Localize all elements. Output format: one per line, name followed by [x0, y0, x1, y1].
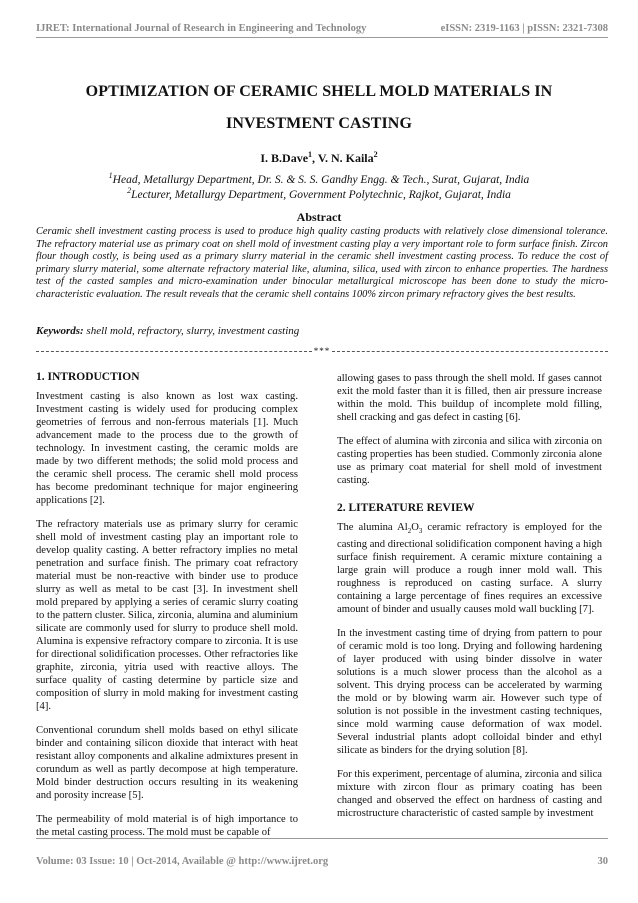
separator-dash-right — [332, 351, 608, 352]
paragraph: For this experiment, percentage of alumina, zirconia and silica mixture with zircon flour as primary coating has been changed and observed the effect on hardness of casting and microstructure characteristic of casted sample by investment — [337, 769, 602, 820]
keywords-label: Keywords: — [36, 325, 84, 337]
keywords-text: shell mold, refractory, slurry, investment casting — [86, 325, 300, 337]
section-heading-literature-review: 2. LITERATURE REVIEW — [337, 502, 475, 514]
author-1: I. B.Dave — [260, 151, 309, 165]
paragraph: The alumina $Al_2O_3$ ceramic refractory is employed for the casting and directional solidification component having a high surface finish requirement. A ceramic mixture containing a large grain will produce a rough inner mold wall. This roughness is reproduced on casting surface. A slurry containing a large percentage of fines requires an excessive amount of binder and usually causes mold wall buckling [7]. — [337, 522, 602, 616]
page-footer — [36, 856, 608, 867]
abstract-body: Ceramic shell investment casting process is used to produce high quality casting products with relatively close dimensional tolerance. The refractory material use as primary coat on shell mold of investment casting play a very important role to form surface finish. Zircon flour though costly, is being used as a primary slurry material in the ceramic shell investment casting process. To reduce the cost of primary slurry material, some alternate refractory material like, alumina, silica, used with zircon to enhance properties. The hardness test of the casted samples and micro-examination under binocular metallurgical microscope has been done to study the micro-characteristic evaluation. The result reveals that the ceramic shell contains 100% zircon primary refractory gives the best results. — [36, 226, 608, 300]
section-heading-introduction: 1. INTRODUCTION — [36, 371, 140, 383]
author-1-sup: 1 — [308, 150, 313, 159]
page-number: 30 — [597, 856, 608, 867]
section-separator — [36, 345, 608, 357]
page-header — [36, 14, 608, 34]
paragraph: Investment casting is also known as lost wax casting. Investment casting is widely used for producing complex geometries of ferrous and non-ferrous materials [1]. Much advancement made to the process due to the growth of technology. In investment casting, the ceramic molds are made by two different methods; the solid mold process and the ceramic shell process. The ceramic shell mold process has become predominant technique for major engineering applications [2]. — [36, 391, 298, 506]
affiliation-2: $^2$Lecturer, Metallurgy Department, Government Polytechnic, Rajkot, Gujarat, India — [127, 186, 511, 201]
right-column — [337, 372, 602, 820]
abstract-heading: Abstract — [296, 210, 342, 224]
header-divider — [36, 37, 608, 38]
title-line-1: OPTIMIZATION OF CERAMIC SHELL MOLD MATERIALS IN — [85, 83, 553, 100]
issn-info: eISSN: 2319-1163 | pISSN: 2321-7308 — [440, 23, 608, 34]
author-2: V. N. Kaila — [317, 151, 374, 165]
separator-dash-left — [36, 351, 312, 352]
paragraph: The refractory materials use as primary slurry for ceramic shell mold of investment casting play an important role to develop quality casting. A better refractory implies no metal penetration and surface finish. The primary coat refractory material must be non-reactive with binder use to produce slurry as well as metal to be cast [3]. In investment shell mold prepared by applying a series of ceramic slurry coating to the pattern cluster. Silica, zirconia, alumina and aluminium silicate are commonly used for slurry to produce shell mold. Alumina is expensive refractory compare to zirconia. It is use for directional solidification processes. Other refractories like graphite, zirconia, yitria used with reactive alloys. The surface quality of casting determine by particle size and composition of slurry in mold making for investment casting [4]. — [36, 519, 298, 712]
affiliation-1: $^1$Head, Metallurgy Department, Dr. S. & S. S. Gandhy Engg. & Tech., Surat, Gujarat, India — [108, 171, 530, 186]
title-line-2: INVESTMENT CASTING — [226, 115, 412, 132]
paper-title — [40, 76, 598, 140]
author-list: I. B.Dave$^1$, V. N. Kaila$^2$ — [260, 150, 378, 165]
paragraph: allowing gases to pass through the shell mold. If gases cannot exit the mold faster than it is filled, then air pressure increase within the mold. This buildup of incomplete mold filling, shell cracking and gas defect in casting [6]. — [337, 373, 602, 423]
footer-divider — [36, 838, 608, 839]
paragraph: Conventional corundum shell molds based on ethyl silicate binder and containing silicon dioxide that interact with heat resistant alloy components and alkaline admixtures present in corundum as well as partly decompose at high temperature. Mold binder destruction occurs resulting in its weakening and porosity increase [5]. — [36, 725, 298, 801]
left-column — [36, 370, 298, 839]
keywords — [36, 325, 608, 337]
paragraph: The permeability of mold material is of high importance to the metal casting process. The mold must be capable of — [36, 814, 298, 838]
journal-name: IJRET: International Journal of Research in Engineering and Technology — [36, 23, 367, 34]
separator-stars: *** — [313, 346, 331, 356]
paragraph: In the investment casting time of drying from pattern to pour of ceramic mold is too long. Drying and following hardening of layer produced with using binder dissolve in water solutions is a much slower process than the alcohol as a solvent. This drying process can be accelerated by warming the mold or by blowing warm air. However such type of solution is not possible in the investment casting techniques, since mold warming cause deformation of wax model. Several industrial plants adopt colloidal binder and ethyl silicate as binders for the drying solution [8]. — [337, 628, 602, 757]
author-2-sup: 2 — [373, 150, 378, 159]
footer-volume-info: Volume: 03 Issue: 10 | Oct-2014, Available @ http://www.ijret.org — [36, 856, 329, 867]
paragraph: The effect of alumina with zirconia and silica with zirconia on casting properties has been studied. Commonly zirconia alone use as primary coat material for shell mold of investment casting. — [337, 436, 602, 486]
